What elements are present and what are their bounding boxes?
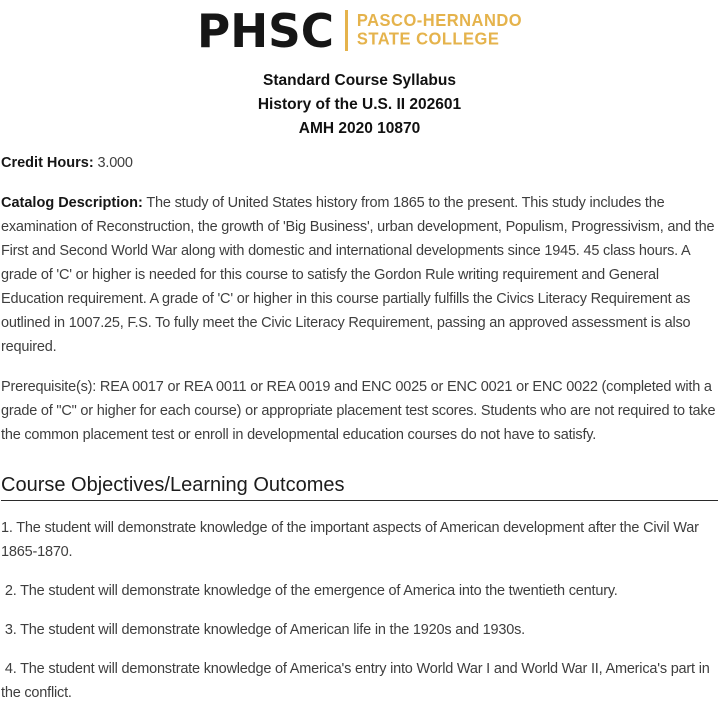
phsc-acronym-text: PHSC [196,8,334,53]
document-title-block [1,69,718,141]
doc-title-course-name: History of the U.S. II 202601 [257,96,462,113]
syllabus-page [0,8,720,720]
logo-name-line2: STATE COLLEGE [356,29,500,49]
objective-item-2: 2. The student will demonstrate knowledge of the emergence of America into the twentieth century. [1,583,618,599]
credit-hours-value: 3.000 [97,155,133,171]
credit-hours-line [1,151,718,175]
phsc-logo [1,8,718,53]
logo-name-line1: PASCO-HERNANDO [356,11,523,30]
catalog-description-paragraph [1,191,718,359]
catalog-description-label: Catalog Description: [1,195,143,211]
credit-hours-label: Credit Hours: [1,155,94,171]
doc-title-course-code: AMH 2020 10870 [298,120,421,137]
objective-item-4: 4. The student will demonstrate knowledge of America's entry into World War I and World War II, America's part in the conflict. [1,661,714,701]
doc-title-syllabus: Standard Course Syllabus [263,72,456,89]
prerequisites-paragraph: Prerequisite(s): REA 0017 or REA 0011 or REA 0019 and ENC 0025 or ENC 0021 or ENC 0022 (completed with a grade of "C" or higher for each course) or appropriate placement test scores. Students who are not required to take the common placement test or enroll in developmental education courses do not have to satisfy. [1,379,716,443]
phsc-logo-acronym-graphic [197,8,335,53]
objective-item-1: 1. The student will demonstrate knowledge of the important aspects of American development after the Civil War 1865-1870. [1,520,703,560]
catalog-description-text: The study of United States history from 1865 to the present. This study includes the examination of Reconstruction, the growth of 'Big Business', urban development, Populism, Progressivism, and the First and Second World War along with domestic and international developments since 1945. 45 class hours. A grade of 'C' or higher is needed for this course to satisfy the Gordon Rule writing requirement and General Education requirement. A grade of 'C' or higher in this course partially fulfills the Civics Literacy Requirement as outlined in 1007.25, F.S. To fully meet the Civic Literacy Requirement, passing an approved assessment is also required. [1,195,715,355]
objective-item-3: 3. The student will demonstrate knowledge of American life in the 1920s and 1930s. [1,622,526,638]
logo-college-name [357,12,522,49]
logo-divider-bar [345,10,348,51]
course-objectives-heading: Course Objectives/Learning Outcomes [1,473,718,501]
